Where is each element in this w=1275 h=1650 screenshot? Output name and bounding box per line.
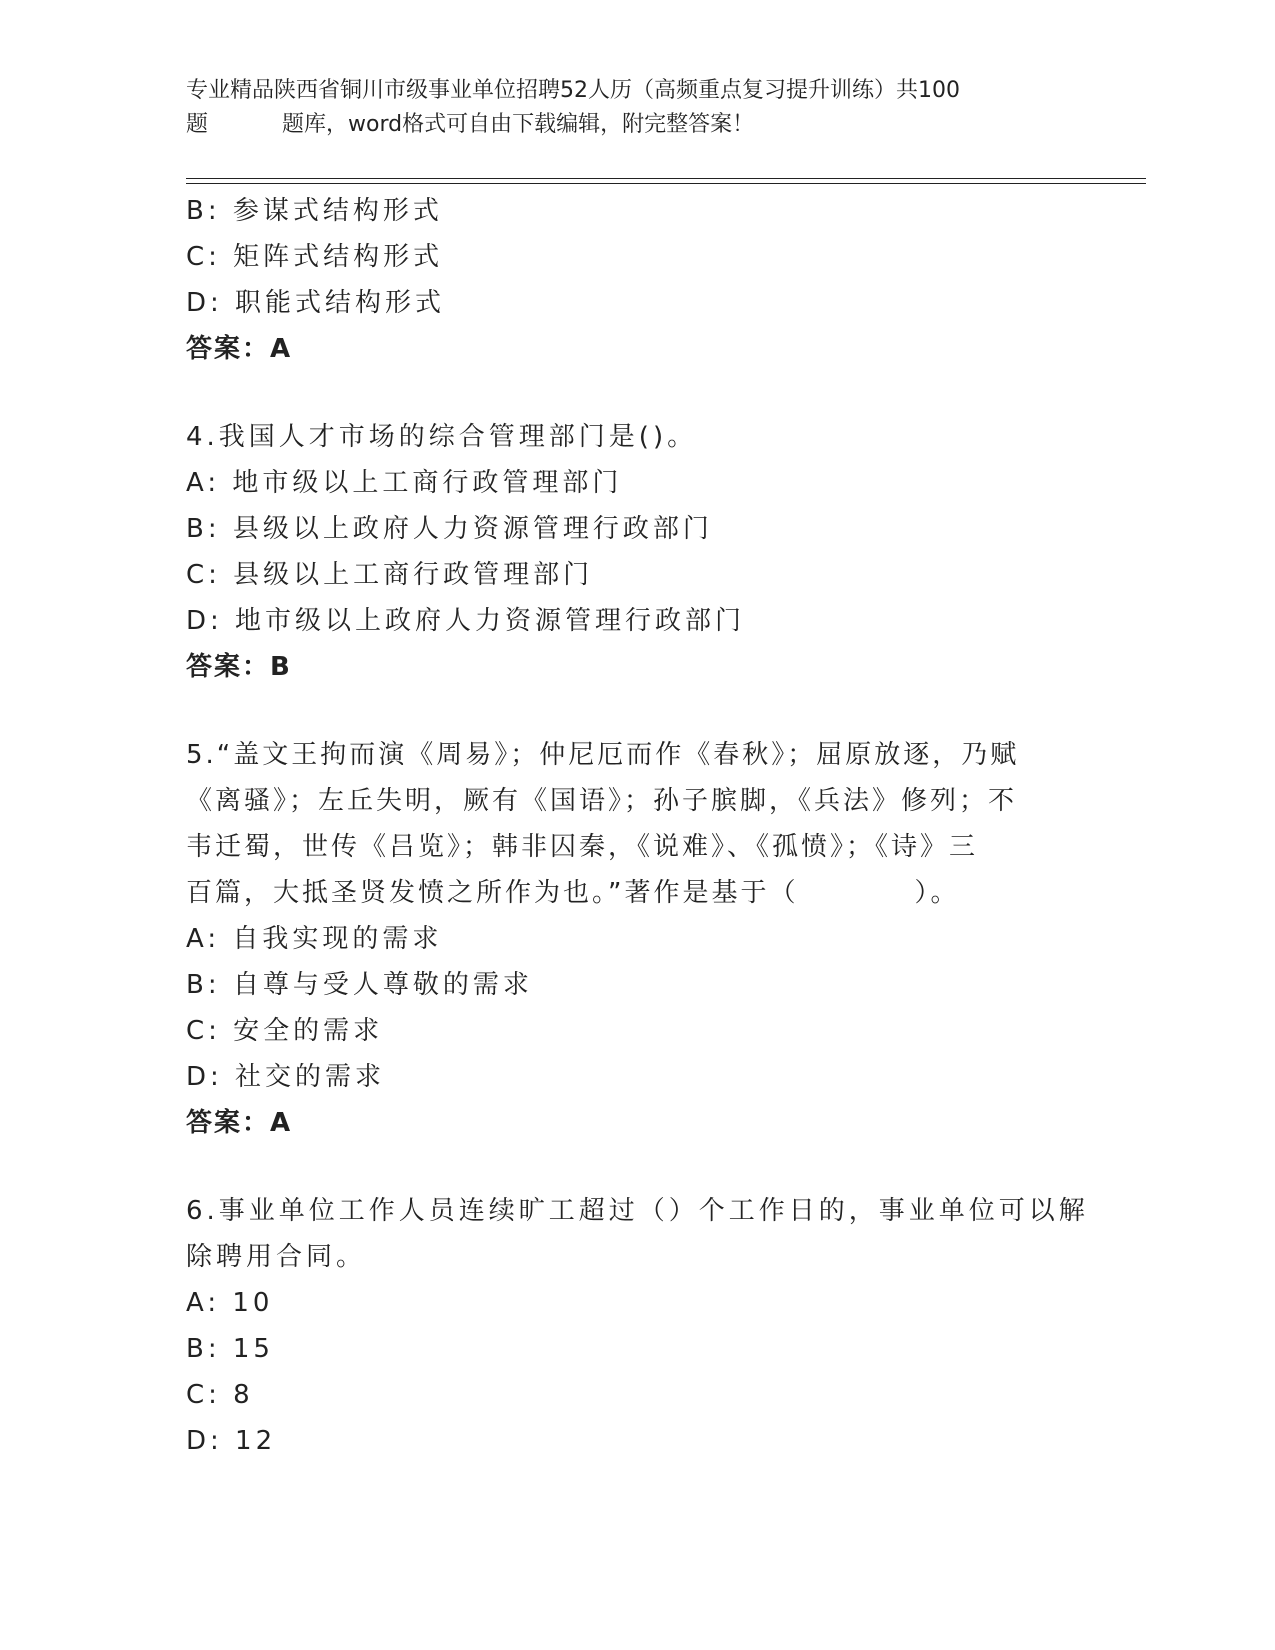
document-header <box>186 74 1086 142</box>
question-text-line: 百篇，大抵圣贤发愤之所作为也。”著作是基于（ ）。 <box>186 878 960 908</box>
question-text-line: 除聘用合同。 <box>186 1242 367 1272</box>
option-d: D: 12 <box>186 1426 277 1456</box>
option-b: B: 参谋式结构形式 <box>186 196 443 226</box>
header-title-line-2 <box>186 108 1086 142</box>
option-d: D: 社交的需求 <box>186 1062 386 1092</box>
header-title-line-2-left: 题 <box>186 112 209 137</box>
option-a: A: 地市级以上工商行政管理部门 <box>186 468 623 498</box>
option-d: D: 职能式结构形式 <box>186 288 446 318</box>
option-a: A: 自我实现的需求 <box>186 924 443 954</box>
question-text: 4.我国人才市场的综合管理部门是()。 <box>186 422 698 452</box>
question-list <box>186 188 1089 1464</box>
option-b: B: 自尊与受人尊敬的需求 <box>186 970 533 1000</box>
option-c: C: 矩阵式结构形式 <box>186 242 444 272</box>
option-d: D: 地市级以上政府人力资源管理行政部门 <box>186 606 746 636</box>
answer-label: 答案：B <box>186 652 292 682</box>
question-text-line: 6.事业单位工作人员连续旷工超过（）个工作日的，事业单位可以解 <box>186 1196 1089 1226</box>
header-title-line-1: 专业精品陕西省铜川市级事业单位招聘52人历（高频重点复习提升训练）共100 <box>186 78 960 103</box>
question-block-3 <box>186 188 1086 372</box>
option-c: C: 安全的需求 <box>186 1016 384 1046</box>
option-c: C: 8 <box>186 1380 254 1410</box>
header-title-line-2-right: 题库，word格式可自由下载编辑，附完整答案！ <box>282 112 755 137</box>
question-block-4 <box>186 414 1086 690</box>
answer-label: 答案：A <box>186 1108 293 1138</box>
question-text-line: 韦迁蜀，世传《吕览》；韩非囚秦，《说难》、《孤愤》；《诗》三 <box>186 832 979 862</box>
option-b: B: 15 <box>186 1334 274 1364</box>
question-text <box>186 732 1086 916</box>
option-b: B: 县级以上政府人力资源管理行政部门 <box>186 514 713 544</box>
option-a: A: 10 <box>186 1288 274 1318</box>
option-c: C: 县级以上工商行政管理部门 <box>186 560 594 590</box>
question-text-line: 《离骚》；左丘失明，厥有《国语》；孙子膑脚，《兵法》修列；不 <box>186 786 1018 816</box>
question-text-line: 5.“盖文王拘而演《周易》；仲尼厄而作《春秋》；屈原放逐，乃赋 <box>186 740 1020 770</box>
question-block-5 <box>186 732 1086 1146</box>
answer-label: 答案：A <box>186 334 293 364</box>
header-divider-top <box>186 178 1146 179</box>
header-divider-bottom <box>186 183 1146 184</box>
question-block-6 <box>186 1188 1089 1464</box>
